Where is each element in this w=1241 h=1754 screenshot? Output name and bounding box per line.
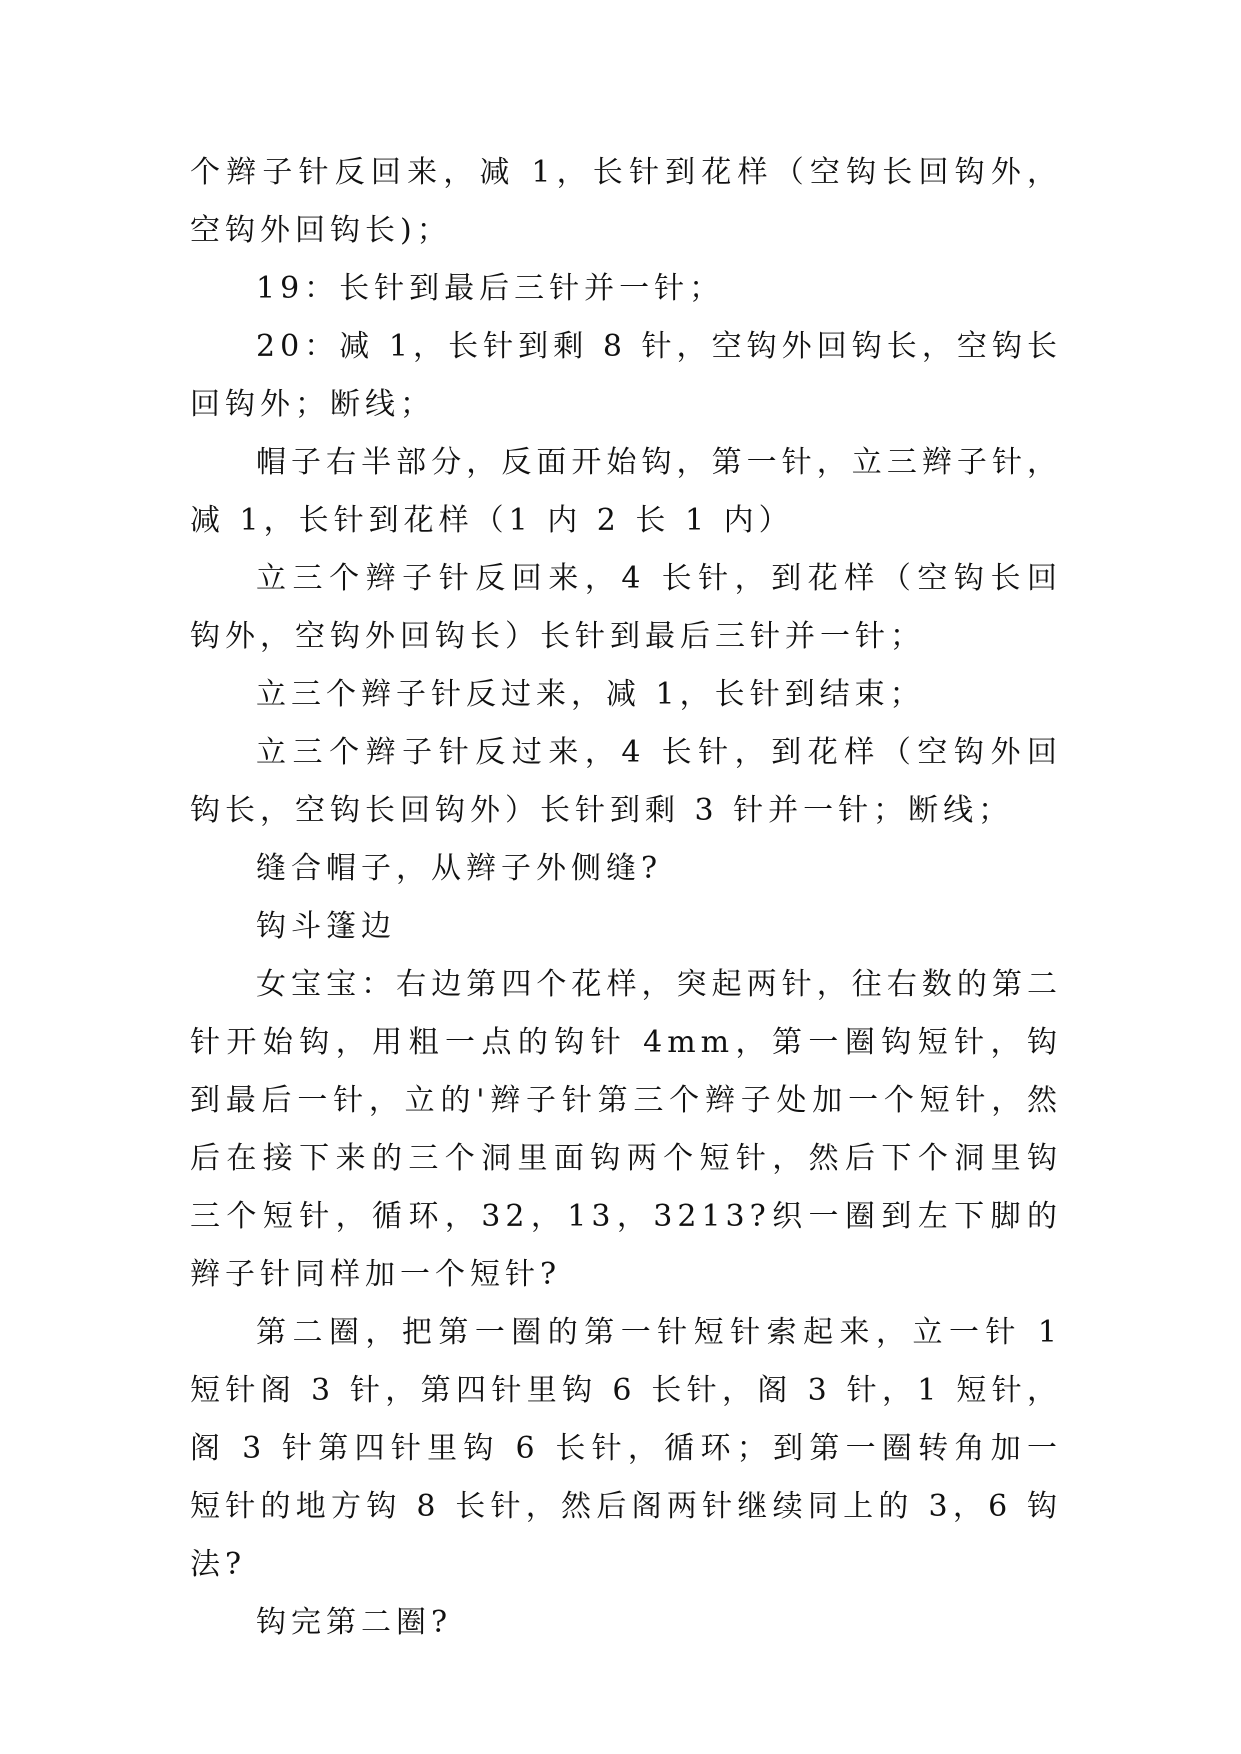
paragraph-1: 个辫子针反回来，减 1，长针到花样（空钩长回钩外，空钩外回钩长)； [190, 155, 1062, 248]
paragraph-3: 20：减 1，长针到剩 8 针，空钩外回钩长，空钩长回钩外；断线； [190, 329, 1062, 422]
paragraph-6: 立三个辫子针反过来，减 1，长针到结束； [256, 677, 925, 712]
paragraph-7: 立三个辫子针反过来，4 长针，到花样（空钩外回钩长，空钩长回钩外）长针到剩 3 针并一针；断线； [190, 735, 1062, 828]
paragraph-4: 帽子右半部分，反面开始钩，第一针，立三辫子针，减 1，长针到花样（1 内 2 长 1 内） [190, 445, 1062, 538]
paragraph-9: 钩斗篷边 [256, 909, 396, 944]
paragraph-5: 立三个辫子针反回来，4 长针，到花样（空钩长回钩外，空钩外回钩长）长针到最后三针并一针； [190, 561, 1062, 654]
paragraph-11: 第二圈，把第一圈的第一针短针索起来，立一针 1 短针阁 3 针，第四针里钩 6 长针，阁 3 针，1 短针，阁 3 针第四针里钩 6 长针，循环；到第一圈转角加一短针的地方钩 8 长针，然后阁两针继续同上的 3，6 钩法? [190, 1315, 1062, 1582]
paragraph-12: 钩完第二圈? [256, 1605, 453, 1640]
document-page [190, 144, 1062, 1652]
paragraph-10: 女宝宝：右边第四个花样，突起两针，往右数的第二针开始钩，用粗一点的钩针 4mm，第一圈钩短针，钩到最后一针，立的'辫子针第三个辫子处加一个短针，然后在接下来的三个洞里面钩两个短针，然后下个洞里钩三个短针，循环，32，13，3213?织一圈到左下脚的辫子针同样加一个短针? [190, 967, 1062, 1292]
paragraph-2: 19：长针到最后三针并一针； [256, 271, 725, 306]
paragraph-8: 缝合帽子，从辫子外侧缝? [256, 851, 663, 886]
